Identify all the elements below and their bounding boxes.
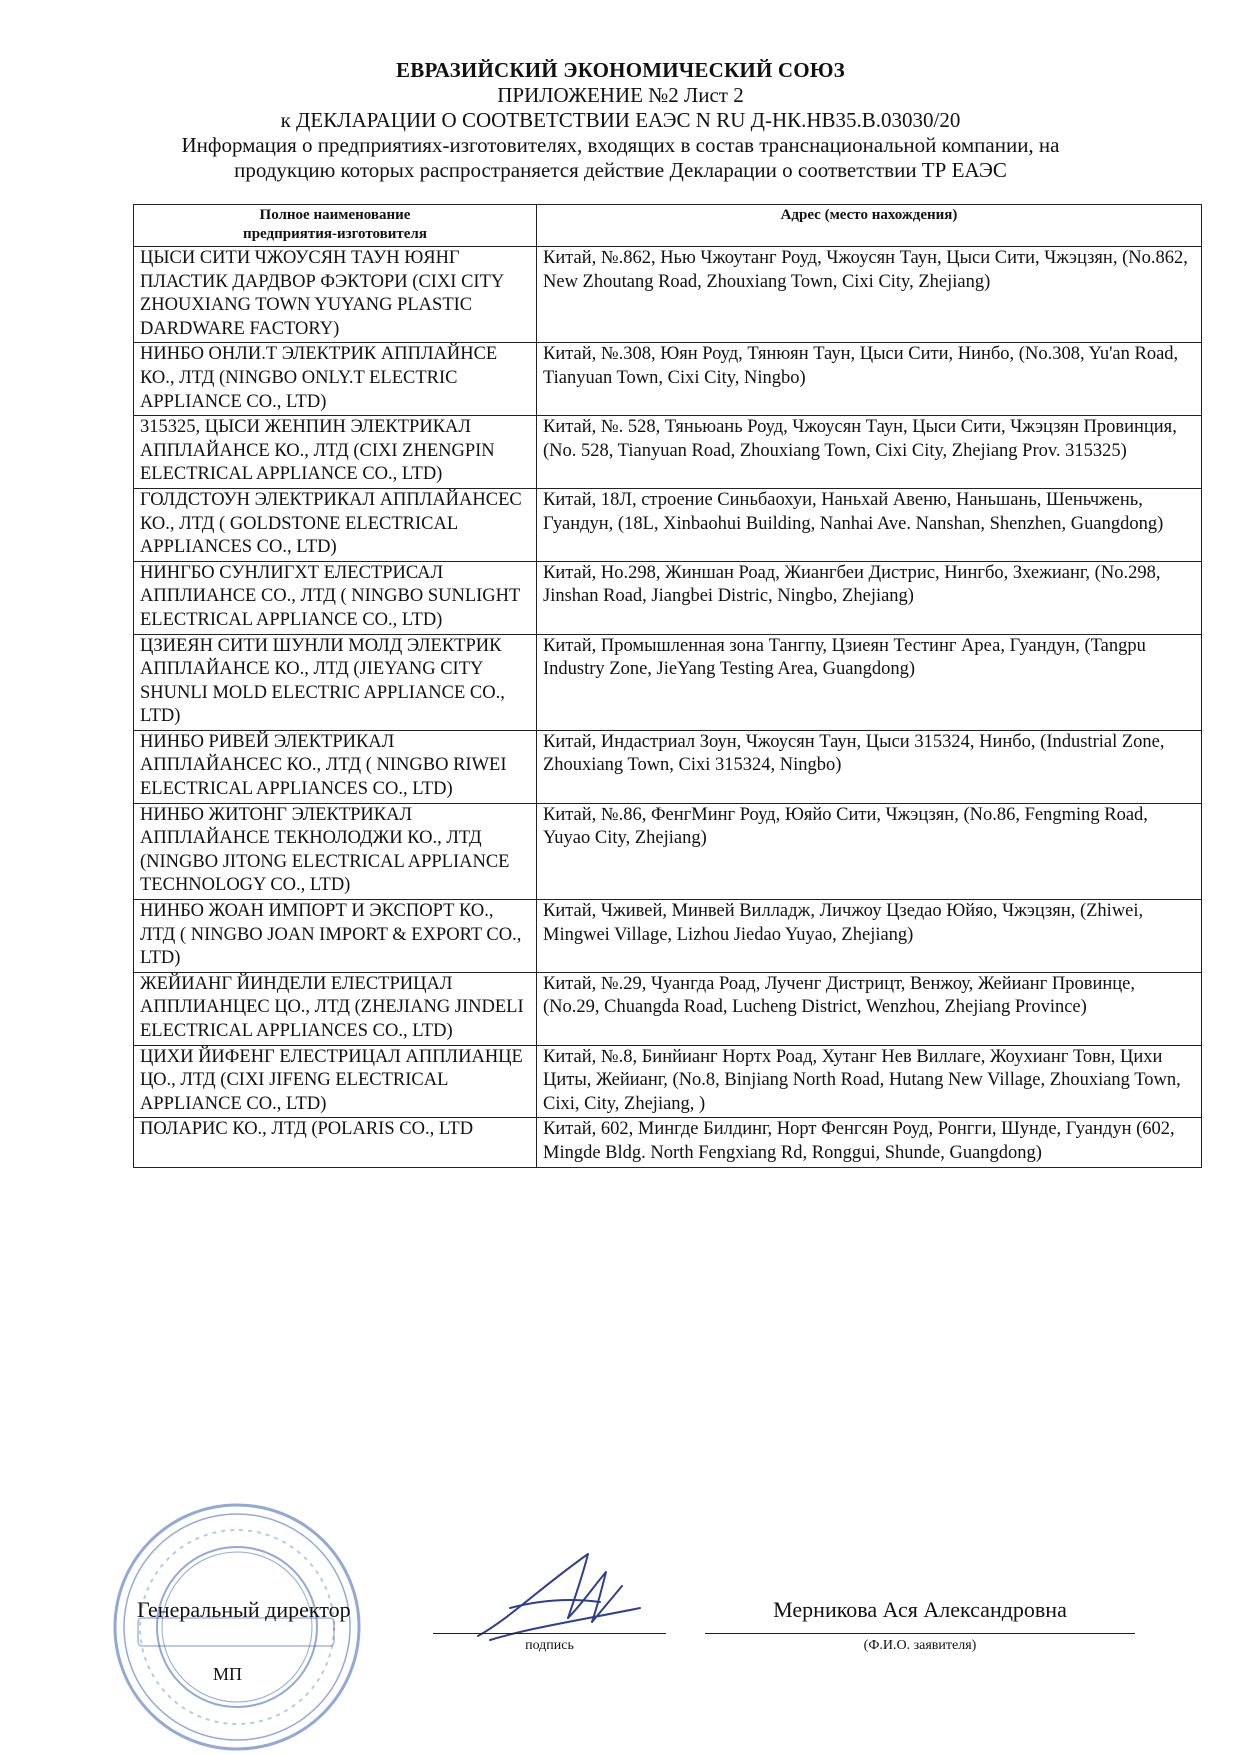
manufacturers-table [133,204,1202,1168]
name-caption: (Ф.И.О. заявителя) [863,1638,977,1653]
manufacturer-name: НИНБО ЖИТОНГ ЭЛЕКТРИКАЛ АППЛАЙАНСЕ ТЕКНОЛОДЖИ КО., ЛТД (NINGBO JITONG ELECTRICAL APPLIANCE TECHNOLOGY CO., LTD) [134,803,537,899]
col-name-header-line-1: Полное наименование [259,207,411,223]
manufacturer-address: Китай, №.862, Нью Чжоутанг Роуд, Чжоусян Таун, Цыси Сити, Чжэцзян, (No.862, New Zhoutang Road, Zhouxiang Town, Cixi City, Zhejiang) [537,247,1202,343]
table-row [134,972,1202,1045]
company-seal-icon [108,1500,366,1754]
stamp-place-label: МП [213,1664,243,1684]
table-row [134,730,1202,803]
manufacturer-name: 315325, ЦЫСИ ЖЕНПИН ЭЛЕКТРИКАЛ АППЛАЙАНСЕ КО., ЛТД (CIXI ZHENGPIN ELECTRICAL APPLIANCE CO., LTD) [134,416,537,489]
manufacturer-name: ЦИХИ ЙИФЕНГ ЕЛЕСТРИЦАЛ АППЛИАНЦЕ ЦО., ЛТД (CIXI JIFENG ELECTRICAL APPLIANCE CO., LTD) [134,1045,537,1118]
table-row [134,247,1202,343]
manufacturer-address: Китай, №.308, Юян Роуд, Тянюян Таун, Цыси Сити, Нинбо, (No.308, Yu'an Road, Tianyuan Town, Cixi City, Ningbo) [537,343,1202,416]
table-row [134,900,1202,973]
declaration-line: к ДЕКЛАРАЦИИ О СООТВЕТСТВИИ ЕАЭС N RU Д-НК.НВ35.В.03030/20 [280,108,961,132]
info-line-1: Информация о предприятиях-изготовителях, входящих в состав транснациональной компании, на [181,133,1060,157]
appendix-line: ПРИЛОЖЕНИЕ №2 Лист 2 [497,83,744,107]
manufacturer-address: Китай, Индастриал Зоун, Чжоусян Таун, Цыси 315324, Нинбо, (Industrial Zone, Zhouxiang Town, Cixi 315324, Ningbo) [537,730,1202,803]
signer-name: Мерникова Ася Александровна [773,1597,1067,1622]
manufacturer-name: НИНГБО СУНЛИГХТ ЕЛЕСТРИСАЛ АППЛИАНСЕ СО., ЛТД ( NINGBO SUNLIGHT ELECTRICAL APPLIANCE CO., LTD) [134,561,537,634]
manufacturer-name: ГОЛДСТОУН ЭЛЕКТРИКАЛ АППЛАЙАНСЕС КО., ЛТД ( GOLDSTONE ELECTRICAL APPLIANCES CO., LTD) [134,488,537,561]
col-address-header: Адрес (место нахождения) [537,205,1202,247]
manufacturer-address: Китай, Чживей, Минвей Вилладж, Личжоу Цзедао Юйяо, Чжэцзян, (Zhiwei, Mingwei Village, Lizhou Jiedao Yuyao, Zhejiang) [537,900,1202,973]
union-title: ЕВРАЗИЙСКИЙ ЭКОНОМИЧЕСКИЙ СОЮЗ [396,58,845,82]
manufacturer-address: Китай, №.86, ФенгМинг Роуд, Юяйо Сити, Чжэцзян, (No.86, Fengming Road, Yuyao City, Zhejiang) [537,803,1202,899]
manufacturer-name: ПОЛАРИС КО., ЛТД (POLARIS CO., LTD [134,1118,537,1167]
table-row [134,1045,1202,1118]
manufacturer-name: НИНБО ОНЛИ.Т ЭЛЕКТРИК АППЛАЙНСЕ КО., ЛТД (NINGBO ONLY.T ELECTRIC APPLIANCE CO., LTD) [134,343,537,416]
manufacturer-name: НИНБО ЖОАН ИМПОРТ И ЭКСПОРТ КО., ЛТД ( NINGBO JOAN IMPORT & EXPORT CO., LTD) [134,900,537,973]
table-header-row [134,205,1202,247]
manufacturer-address: Китай, №.29, Чуангда Роад, Лученг Дистрицт, Венжоу, Жейианг Провинце, (No.29, Chuangda Road, Lucheng District, Wenzhou, Zhejiang Province) [537,972,1202,1045]
table-row [134,488,1202,561]
manufacturer-address: Китай, №.8, Бинйианг Нортх Роад, Хутанг Нев Виллаге, Жоухианг Товн, Цихи Циты, Жейианг, (No.8, Binjiang North Road, Hutang New Village, Zhouxiang Town, Cixi, City, Zhejiang, ) [537,1045,1202,1118]
table-row [134,561,1202,634]
manufacturer-address: Китай, 18Л, строение Синьбаохуи, Наньхай Авеню, Наньшань, Шеньчжень, Гуандун, (18L, Xinbaohui Building, Nanhai Ave. Nanshan, Shenzhen, Guangdong) [537,488,1202,561]
signature-caption: подпись [525,1638,574,1653]
table-row [134,343,1202,416]
table-row [134,634,1202,730]
manufacturer-name: НИНБО РИВЕЙ ЭЛЕКТРИКАЛ АППЛАЙАНСЕС КО., ЛТД ( NINGBO RIWEI ELECTRICAL APPLIANCES CO., LTD) [134,730,537,803]
manufacturer-name: ЦЫСИ СИТИ ЧЖОУСЯН ТАУН ЮЯНГ ПЛАСТИК ДАРДВОР ФЭКТОРИ (CIXI CITY ZHOUXIANG TOWN YUYANG PLASTIC DARDWARE FACTORY) [134,247,537,343]
signature-line [433,1633,666,1634]
info-line-2: продукцию которых распространяется действие Декларации о соответствии ТР ЕАЭС [234,158,1007,182]
name-line [705,1633,1135,1634]
manufacturer-address: Китай, №. 528, Тяньюань Роуд, Чжоусян Таун, Цыси Сити, Чжэцзян Провинция, (No. 528, Tianyuan Road, Zhouxiang Town, Cixi City, Zhejiang Prov. 315325) [537,416,1202,489]
signer-role: Генеральный директор [137,1597,351,1622]
col-name-header [134,205,537,247]
manufacturer-address: Китай, Но.298, Жиншан Роад, Жиангбеи Дистрис, Нингбо, Зхежианг, (No.298, Jinshan Road, Jiangbei Distric, Ningbo, Zhejiang) [537,561,1202,634]
table-row [134,416,1202,489]
table-row [134,803,1202,899]
table-row [134,1118,1202,1167]
manufacturer-address: Китай, Промышленная зона Тангпу, Цзиеян Тестинг Ареа, Гуандун, (Tangpu Industry Zone, JieYang Testing Area, Guangdong) [537,634,1202,730]
manufacturer-name: ЦЗИЕЯН СИТИ ШУНЛИ МОЛД ЭЛЕКТРИК АППЛАЙАНСЕ КО., ЛТД (JIEYANG CITY SHUNLI MOLD ELECTRIC APPLIANCE CO., LTD) [134,634,537,730]
col-name-header-line-2: предприятия-изготовителя [243,226,427,242]
manufacturer-name: ЖЕЙИАНГ ЙИНДЕЛИ ЕЛЕСТРИЦАЛ АППЛИАНЦЕС ЦО., ЛТД (ZHEJIANG JINDELI ELECTRICAL APPLIANCES CO., LTD) [134,972,537,1045]
manufacturer-address: Китай, 602, Мингде Билдинг, Норт Фенгсян Роуд, Ронгги, Шунде, Гуандун (602, Mingde Bldg. North Fengxiang Rd, Ronggui, Shunde, Guangdong) [537,1118,1202,1167]
document-header [0,58,1241,183]
